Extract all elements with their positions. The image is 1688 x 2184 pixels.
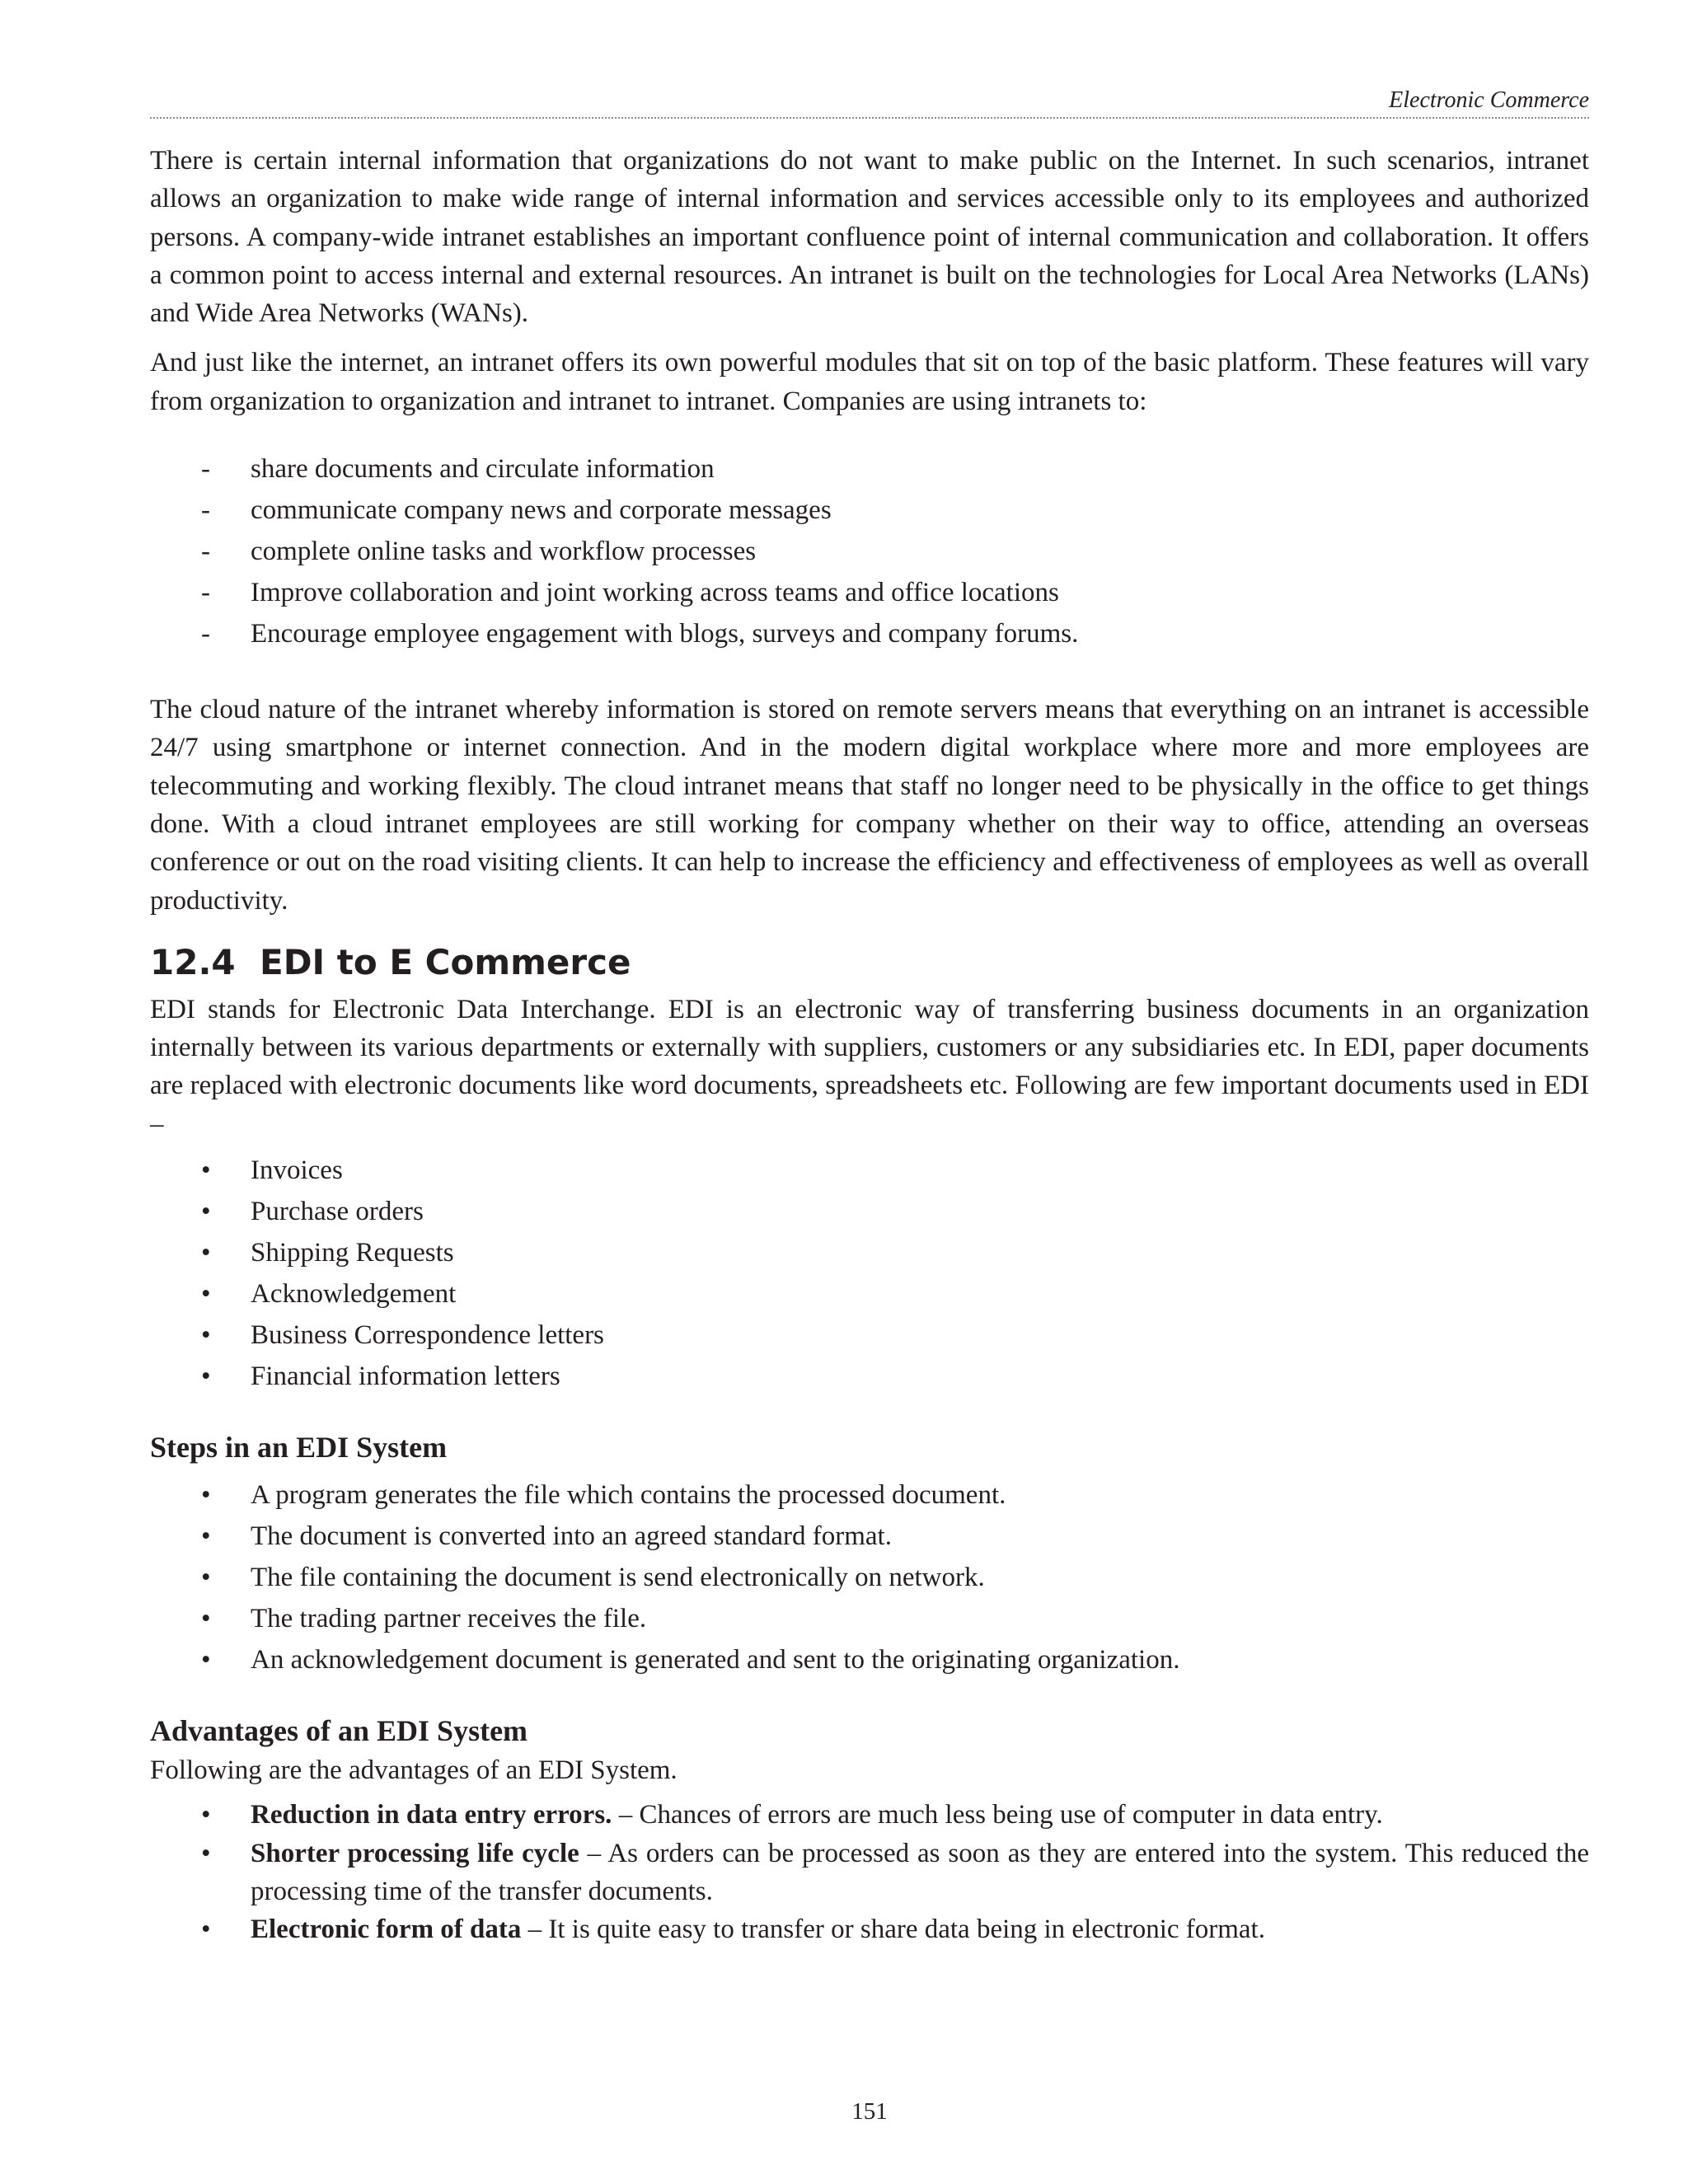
list-item-text: communicate company news and corporate messages: [251, 495, 832, 526]
list-item: [150, 1474, 1589, 1516]
intranet-intro-paragraph: There is certain internal information that organizations do not want to make public on the Internet. In such scenarios, intranet allows an organization to make wide range of internal information and services accessible only to its employees and authorized persons. A company-wide intranet establishes an important confluence point of internal communication and collaboration. It offers a common point to access internal and external resources. An intranet is built on the technologies for Local Area Networks (LANs) and Wide Area Networks (WANs).: [150, 146, 1589, 329]
list-item: [150, 1516, 1589, 1557]
bullet-marker: •: [201, 1604, 211, 1634]
dash-marker: -: [201, 495, 210, 526]
running-header-title: Electronic Commerce: [1389, 87, 1589, 113]
bullet-marker: •: [201, 1563, 211, 1593]
list-item: [150, 448, 1589, 490]
dash-marker: -: [201, 454, 210, 485]
page-number: 151: [851, 2098, 888, 2125]
list-item-text: Financial information letters: [251, 1361, 560, 1392]
advantage-term: Shorter processing life cycle: [251, 1838, 579, 1868]
list-item: [150, 613, 1589, 654]
bullet-marker: •: [201, 1838, 211, 1868]
list-item: [150, 1356, 1589, 1397]
list-item-text: Invoices: [251, 1155, 343, 1186]
section-heading: [150, 938, 1589, 987]
advantages-intro: Following are the advantages of an EDI System.: [150, 1755, 678, 1786]
list-item-text: The document is converted into an agreed standard format.: [251, 1521, 892, 1552]
dash-marker: -: [201, 619, 210, 649]
advantages-list: [150, 1796, 1589, 1948]
bullet-marker: •: [201, 1521, 211, 1552]
list-item: [150, 1273, 1589, 1315]
advantage-description: – As orders can be processed as soon as they are entered into the system. This reduced the processing time of the transfer documents.: [251, 1838, 1589, 1906]
bullet-marker: •: [201, 1915, 211, 1945]
bullet-marker: •: [201, 1320, 211, 1351]
edi-intro-paragraph: EDI stands for Electronic Data Interchange. EDI is an electronic way of transferring business documents in an organization internally between its various departments or externally with suppliers, customers or any subsidiaries etc. In EDI, paper documents are replaced with electronic documents like word documents, spreadsheets etc. Following are few important documents used in EDI –: [150, 994, 1589, 1139]
bullet-marker: •: [201, 1197, 211, 1227]
list-item: [150, 1315, 1589, 1356]
running-header: [150, 86, 1589, 119]
advantages-heading: Advantages of an EDI System: [150, 1714, 528, 1748]
list-item: [150, 1835, 1589, 1911]
list-item-text: share documents and circulate information: [251, 454, 715, 485]
list-item: [150, 572, 1589, 613]
intranet-modules-paragraph: And just like the internet, an intranet offers its own powerful modules that sit on top of the basic platform. These features will vary from organization to organization and intranet to intranet. Companies are using intranets to:: [150, 348, 1589, 416]
list-item-text: Improve collaboration and joint working across teams and office locations: [251, 578, 1059, 608]
list-item-text: The trading partner receives the file.: [251, 1604, 647, 1634]
list-item-text: An acknowledgement document is generated and sent to the originating organization.: [251, 1645, 1180, 1675]
bullet-marker: •: [201, 1480, 211, 1511]
bullet-marker: •: [201, 1361, 211, 1392]
edi-documents-list: [150, 1150, 1589, 1397]
list-item: [150, 1910, 1589, 1948]
list-item: [150, 1598, 1589, 1639]
list-item-text: Shipping Requests: [251, 1238, 454, 1268]
list-item-text: Acknowledgement: [251, 1279, 457, 1310]
list-item-text: A program generates the file which contains the processed document.: [251, 1480, 1006, 1511]
dash-marker: -: [201, 578, 210, 608]
document-page: [150, 0, 1589, 2184]
bullet-marker: •: [201, 1155, 211, 1186]
bullet-marker: •: [201, 1645, 211, 1675]
list-item: [150, 1796, 1589, 1834]
steps-heading: Steps in an EDI System: [150, 1431, 448, 1465]
intranet-uses-list: [150, 448, 1589, 654]
section-number: 12.4: [150, 941, 236, 982]
list-item: [150, 490, 1589, 531]
advantage-description: – Chances of errors are much less being use of computer in data entry.: [612, 1800, 1383, 1830]
list-item: [150, 531, 1589, 572]
bullet-marker: •: [201, 1279, 211, 1310]
list-item-text: Purchase orders: [251, 1197, 424, 1227]
list-item-text: Business Correspondence letters: [251, 1320, 604, 1351]
advantage-term: Electronic form of data: [251, 1915, 522, 1945]
dash-marker: -: [201, 537, 210, 567]
list-item: [150, 1557, 1589, 1598]
list-item: [150, 1639, 1589, 1680]
list-item-text: The file containing the document is send electronically on network.: [251, 1563, 985, 1593]
list-item-text: complete online tasks and workflow processes: [251, 537, 757, 567]
list-item: [150, 1150, 1589, 1191]
edi-steps-list: [150, 1474, 1589, 1680]
list-item: [150, 1191, 1589, 1232]
list-item-text: Encourage employee engagement with blogs, surveys and company forums.: [251, 619, 1079, 649]
advantage-description: – It is quite easy to transfer or share data being in electronic format.: [521, 1915, 1265, 1945]
advantage-term: Reduction in data entry errors.: [251, 1800, 612, 1830]
list-item: [150, 1232, 1589, 1273]
body-text: [150, 142, 1589, 1949]
bullet-marker: •: [201, 1238, 211, 1268]
bullet-marker: •: [201, 1800, 211, 1830]
section-title: EDI to E Commerce: [260, 941, 631, 982]
cloud-intranet-paragraph: The cloud nature of the intranet whereby information is stored on remote servers means that everything on an intranet is accessible 24/7 using smartphone or internet connection. And in the modern digital workplace where more and more employees are telecommuting and working flexibly. The cloud intranet means that staff no longer need to be physically in the office to get things done. With a cloud intranet employees are still working for company whether on their way to office, attending an overseas conference or out on the road visiting clients. It can help to increase the efficiency and effectiveness of employees as well as overall productivity.: [150, 695, 1589, 916]
